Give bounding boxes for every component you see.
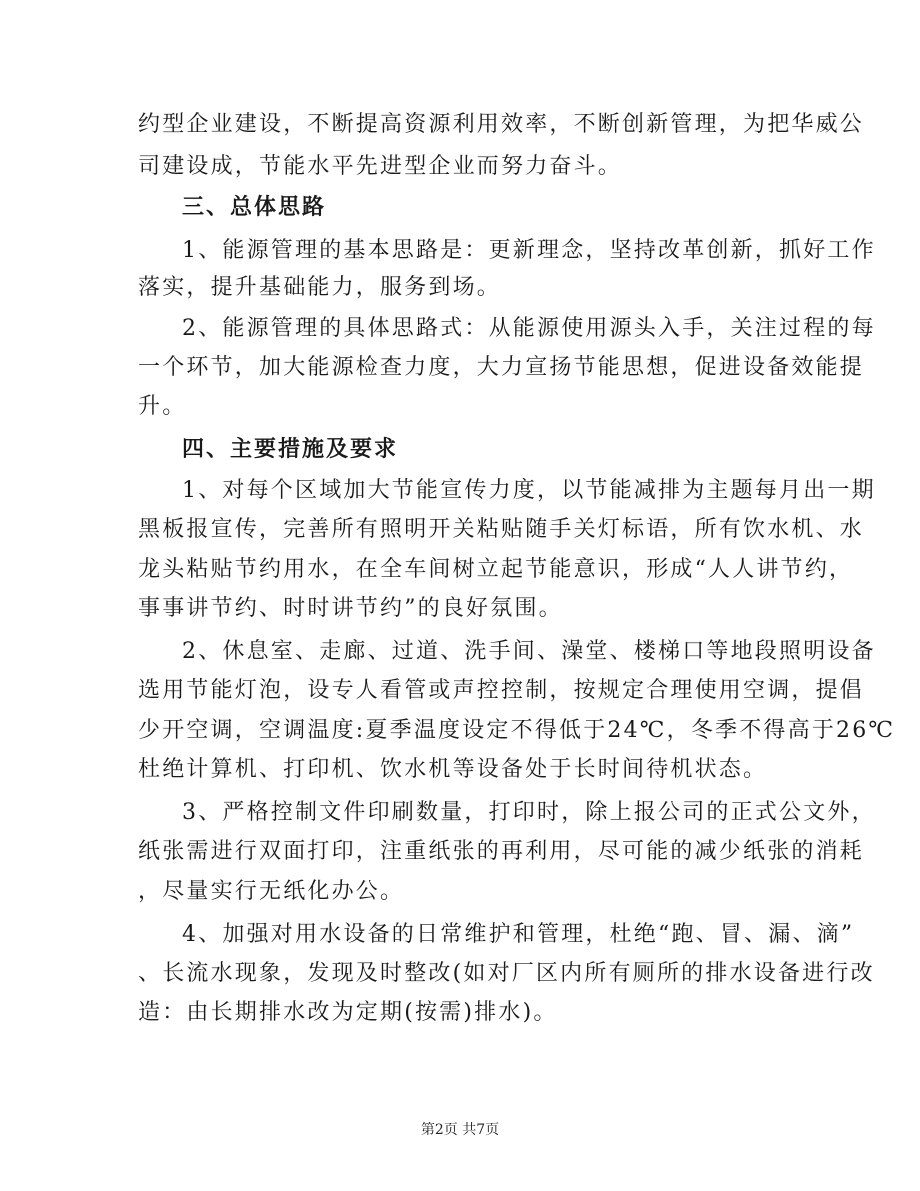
paragraph-line: 选用节能灯泡，设专人看管或声控控制，按规定合理使用空调，提倡 [138, 678, 865, 703]
paragraph-line: 龙头粘贴节约用水，在全车间树立起节能意识，形成“人人讲节约， [138, 557, 854, 582]
paragraph-line: 1、能源管理的基本思路是：更新理念，坚持改革创新，抓好工作 [182, 238, 876, 263]
paragraph-line: 2、休息室、走廊、过道、洗手间、澡堂、楼梯口等地段照明设备 [182, 639, 876, 664]
paragraph-line: 一个环节，加大能源检查力度，大力宣扬节能思想，促进设备效能提 [138, 355, 865, 380]
page-number-footer: 第2页 共7页 [420, 1122, 500, 1138]
paragraph-line: 杜绝计算机、打印机、饮水机等设备处于长时间待机状态。 [138, 757, 768, 782]
paragraph-line: 少开空调，空调温度:夏季温度设定不得低于24℃，冬季不得高于26℃ [138, 718, 896, 743]
paragraph-line: 、长流水现象，发现及时整改(如对厂区内所有厕所的排水设备进行改 [138, 961, 875, 986]
paragraph-line: 升。 [138, 394, 187, 419]
paragraph-line: 1、对每个区域加大节能宣传力度，以节能减排为主题每月出一期 [182, 478, 876, 503]
paragraph-line: 纸张需进行双面打印，注重纸张的再利用，尽可能的减少纸张的消耗 [138, 839, 865, 864]
paragraph-line: 约型企业建设，不断提高资源利用效率，不断创新管理，为把华威公 [138, 112, 865, 137]
section-heading: 四、主要措施及要求 [182, 437, 399, 462]
paragraph-line: 黑板报宣传，完善所有照明开关粘贴随手关灯标语，所有饮水机、水 [138, 517, 865, 542]
paragraph-line: 4、加强对用水设备的日常维护和管理，杜绝“跑、冒、漏、滴” [182, 922, 855, 947]
paragraph-line: 2、能源管理的具体思路式：从能源使用源头入手，关注过程的每 [182, 316, 876, 341]
paragraph-line: 事事讲节约、时时讲节约”的良好氛围。 [138, 596, 563, 621]
paragraph-line: 落实，提升基础能力，服务到场。 [138, 275, 502, 300]
paragraph-line: 3、严格控制文件印刷数量，打印时，除上报公司的正式公文外， [182, 800, 876, 825]
paragraph-line: ，尽量实行无纸化办公。 [138, 879, 405, 904]
paragraph-line: 造：由长期排水改为定期(按需)排水)。 [138, 1000, 558, 1025]
section-heading: 三、总体思路 [182, 195, 327, 220]
paragraph-line: 司建设成，节能水平先进型企业而努力奋斗。 [138, 154, 623, 179]
